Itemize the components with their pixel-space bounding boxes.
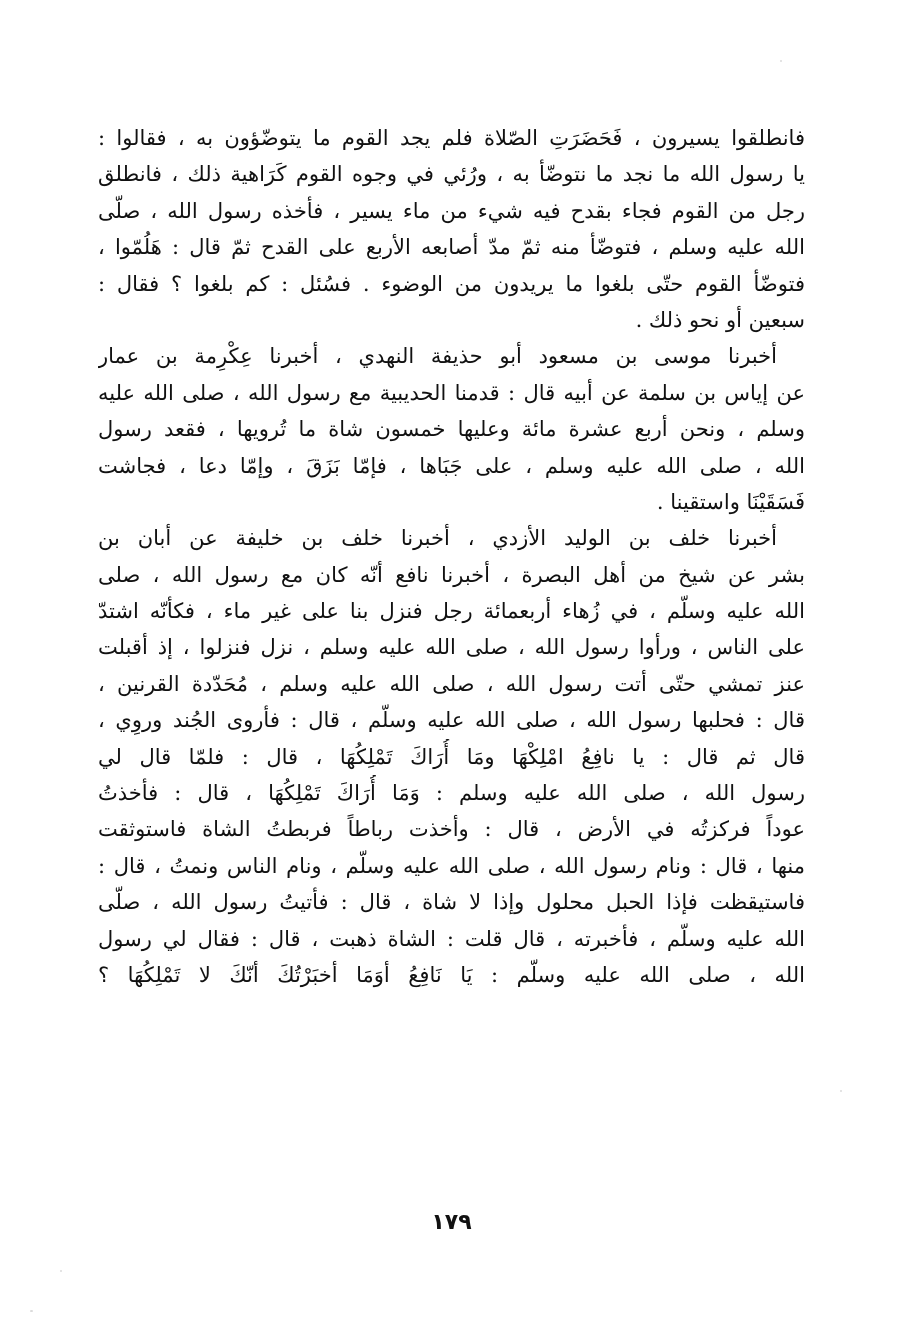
page-number: ١٧٩ <box>431 1210 472 1235</box>
text-line: أخبرنا موسى بن مسعود أبو حذيفة النهدي ، أخبرنا عِكْرِمة بن عمار <box>98 344 777 369</box>
text-line: سبعين أو نحو ذلك . <box>635 307 805 332</box>
text-line: وسلم ، ونحن أربع عشرة مائة وعليها خمسون شاة ما تُرويها ، فقعد رسول <box>98 417 805 442</box>
text-line: عوداً فركزتُه في الأرض ، قال : وأخذت رباطاً فربطتُ الشاة فاستوثقت <box>98 817 805 842</box>
text-line: عنز تمشي حتّى أتت رسول الله ، صلى الله عليه وسلم ، مُحَدّدة القرنين ، <box>98 671 805 696</box>
text-line: قال : فحلبها رسول الله ، صلى الله عليه وسلّم ، قال : فأروى الجُند وروِي ، <box>98 708 805 733</box>
text-line: منها ، قال : ونام رسول الله ، صلى الله عليه وسلّم ، ونام الناس ونمتُ ، قال : <box>98 853 805 878</box>
text-line: رجل من القوم فجاء بقدح فيه شيء من ماء يسير ، فأخذه رسول الله ، صلّى <box>98 198 805 223</box>
scan-speck <box>30 1310 33 1312</box>
text-line: يا رسول الله ما نجد ما نتوضّأ به ، ورُئي في وجوه القوم كَرَاهية ذلك ، فانطلق <box>98 162 805 187</box>
text-line: بشر عن شيخ من أهل البصرة ، أخبرنا نافع أنّه كان مع رسول الله ، صلى <box>98 562 805 587</box>
text-line: رسول الله ، صلى الله عليه وسلم : وَمَا أُرَاكَ تَمْلِكُهَا ، قال : فأخذتُ <box>98 781 805 806</box>
text-line: قال ثم قال : يا نافِعُ امْلِكْهَا ومَا أُرَاكَ تَمْلِكُهَا ، قال : فلمّا قال لي <box>98 744 805 769</box>
text-line: فاستيقظت فإذا الحبل محلول وإذا لا شاة ، قال : فأتيتُ رسول الله ، صلّى <box>98 890 805 915</box>
text-line: الله ، صلى الله عليه وسلم ، على جَبَاها ، فإمّا بَزَقَ ، وإمّا دعا ، فجاشت <box>98 453 805 478</box>
main-text <box>98 120 805 993</box>
text-line: الله عليه وسلّم ، في زُهاء أربعمائة رجل فنزل بنا على غير ماء ، فكأنّه اشتدّ <box>98 599 805 624</box>
text-line: فتوضّأ القوم حتّى بلغوا ما يريدون من الوضوء . فسُئل : كم بلغوا ؟ فقال : <box>98 271 805 296</box>
text-line: على الناس ، ورأوا رسول الله ، صلى الله عليه وسلم ، نزل فنزلوا ، إذ أقبلت <box>98 635 805 660</box>
text-line: الله ، صلى الله عليه وسلّم : يَا نَافِعُ أوَمَا أخبَرْتُكَ أنّكَ لا تَمْلِكُهَا ؟ <box>98 962 805 987</box>
text-line: الله عليه وسلم ، فتوضّأ منه ثمّ مدّ أصابعه الأربع على القدح ثمّ قال : هَلُمّوا ، <box>98 235 805 260</box>
text-line: أخبرنا خلف بن الوليد الأزدي ، أخبرنا خلف بن خليفة عن أبان بن <box>98 526 777 551</box>
scan-speck <box>840 1090 842 1092</box>
scan-speck <box>60 1270 62 1272</box>
text-line: عن إياس بن سلمة عن أبيه قال : قدمنا الحديبية مع رسول الله ، صلى الله عليه <box>98 380 805 405</box>
text-line: فانطلقوا يسيرون ، فَحَضَرَتِ الصّلاة فلم يجد القوم ما يتوضّؤون به ، فقالوا : <box>98 126 805 150</box>
text-line: الله عليه وسلّم ، فأخبرته ، قال قلت : الشاة ذهبت ، قال : فقال لي رسول <box>98 926 805 951</box>
text-line: فَسَقَيْنَا واستقينا . <box>656 489 805 514</box>
scan-speck <box>780 60 782 62</box>
